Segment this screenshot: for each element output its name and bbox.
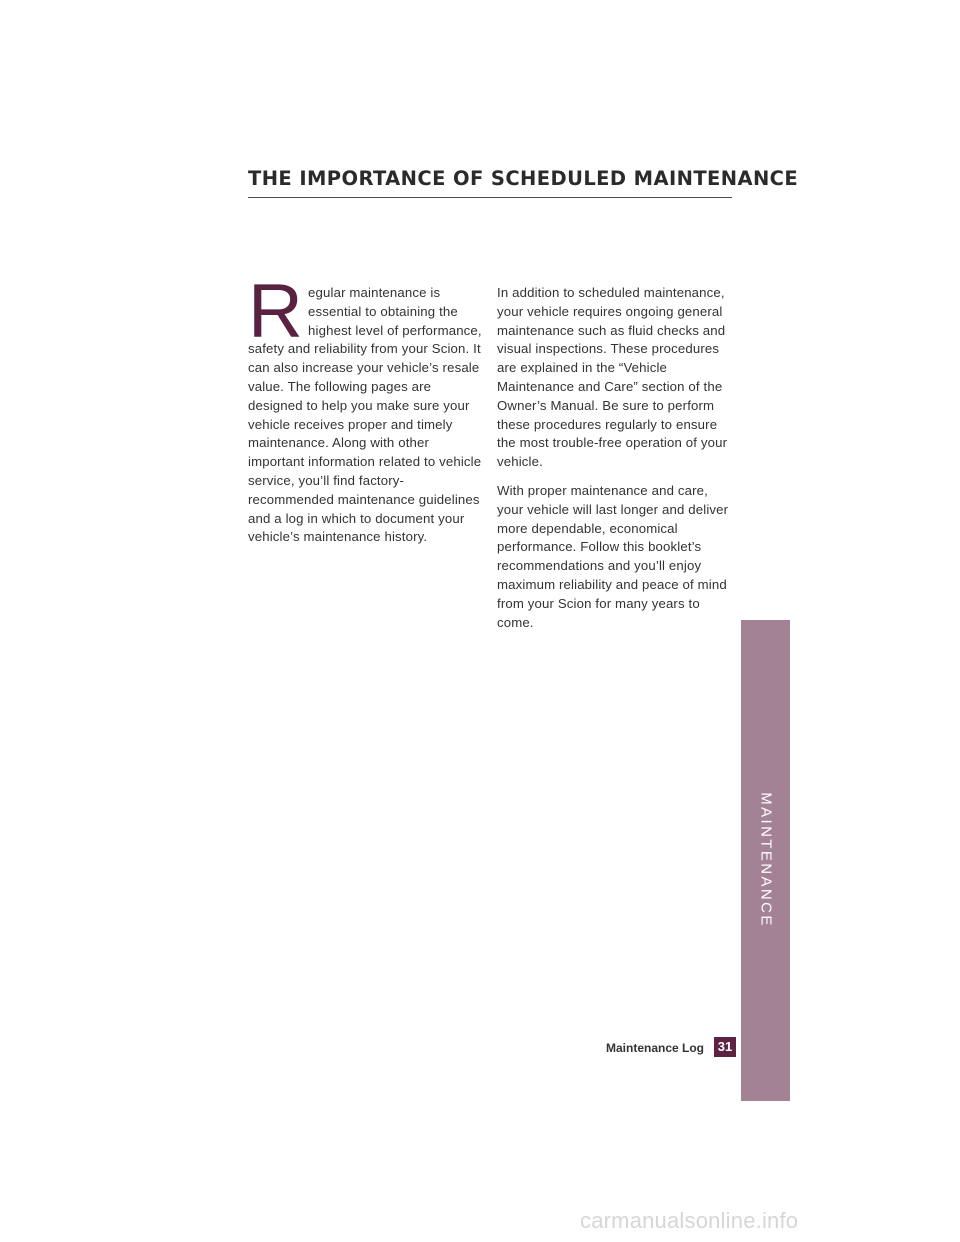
side-tab-label: MAINTENANCE xyxy=(757,792,774,928)
body-paragraph: In addition to scheduled maintenance, your vehicle requires ongoing general maintenance such as fluid checks and visual inspections. These procedures are explained in the “Vehicle Maintenance and Care” section of the Owner’s Manual. Be sure to perform these procedures regularly to ensure the most trouble-free operation of your vehicle. xyxy=(497,285,728,470)
intro-paragraph-text: egular maintenance is essential to obtaining the highest level of performance, safety and reliability from your Scion. It can also increase your vehicle’s resale value. The following pages are designed to help you make sure your vehicle receives proper and timely maintenance. Along with other important information related to vehicle service, you’ll find factory-recommended maintenance guidelines and a log in which to document your vehicle’s maintenance history. xyxy=(248,285,482,545)
drop-cap: R xyxy=(248,269,304,354)
section-side-tab xyxy=(741,620,790,1101)
heading-rule xyxy=(248,197,732,198)
page-heading: THE IMPORTANCE OF SCHEDULED MAINTENANCE xyxy=(248,167,799,190)
footer-section-label: Maintenance Log xyxy=(606,1041,705,1055)
intro-paragraph xyxy=(248,269,482,547)
right-column xyxy=(497,284,731,642)
page-number: 31 xyxy=(714,1037,736,1057)
body-paragraph: With proper maintenance and care, your vehicle will last longer and deliver more dependable, economical performance. Follow this booklet’s recommendations and you’ll enjoy maximum reliability and peace of mind from your Scion for many years to come. xyxy=(497,482,729,630)
watermark: carmanualsonline.info xyxy=(580,1208,799,1233)
left-column xyxy=(248,269,482,557)
